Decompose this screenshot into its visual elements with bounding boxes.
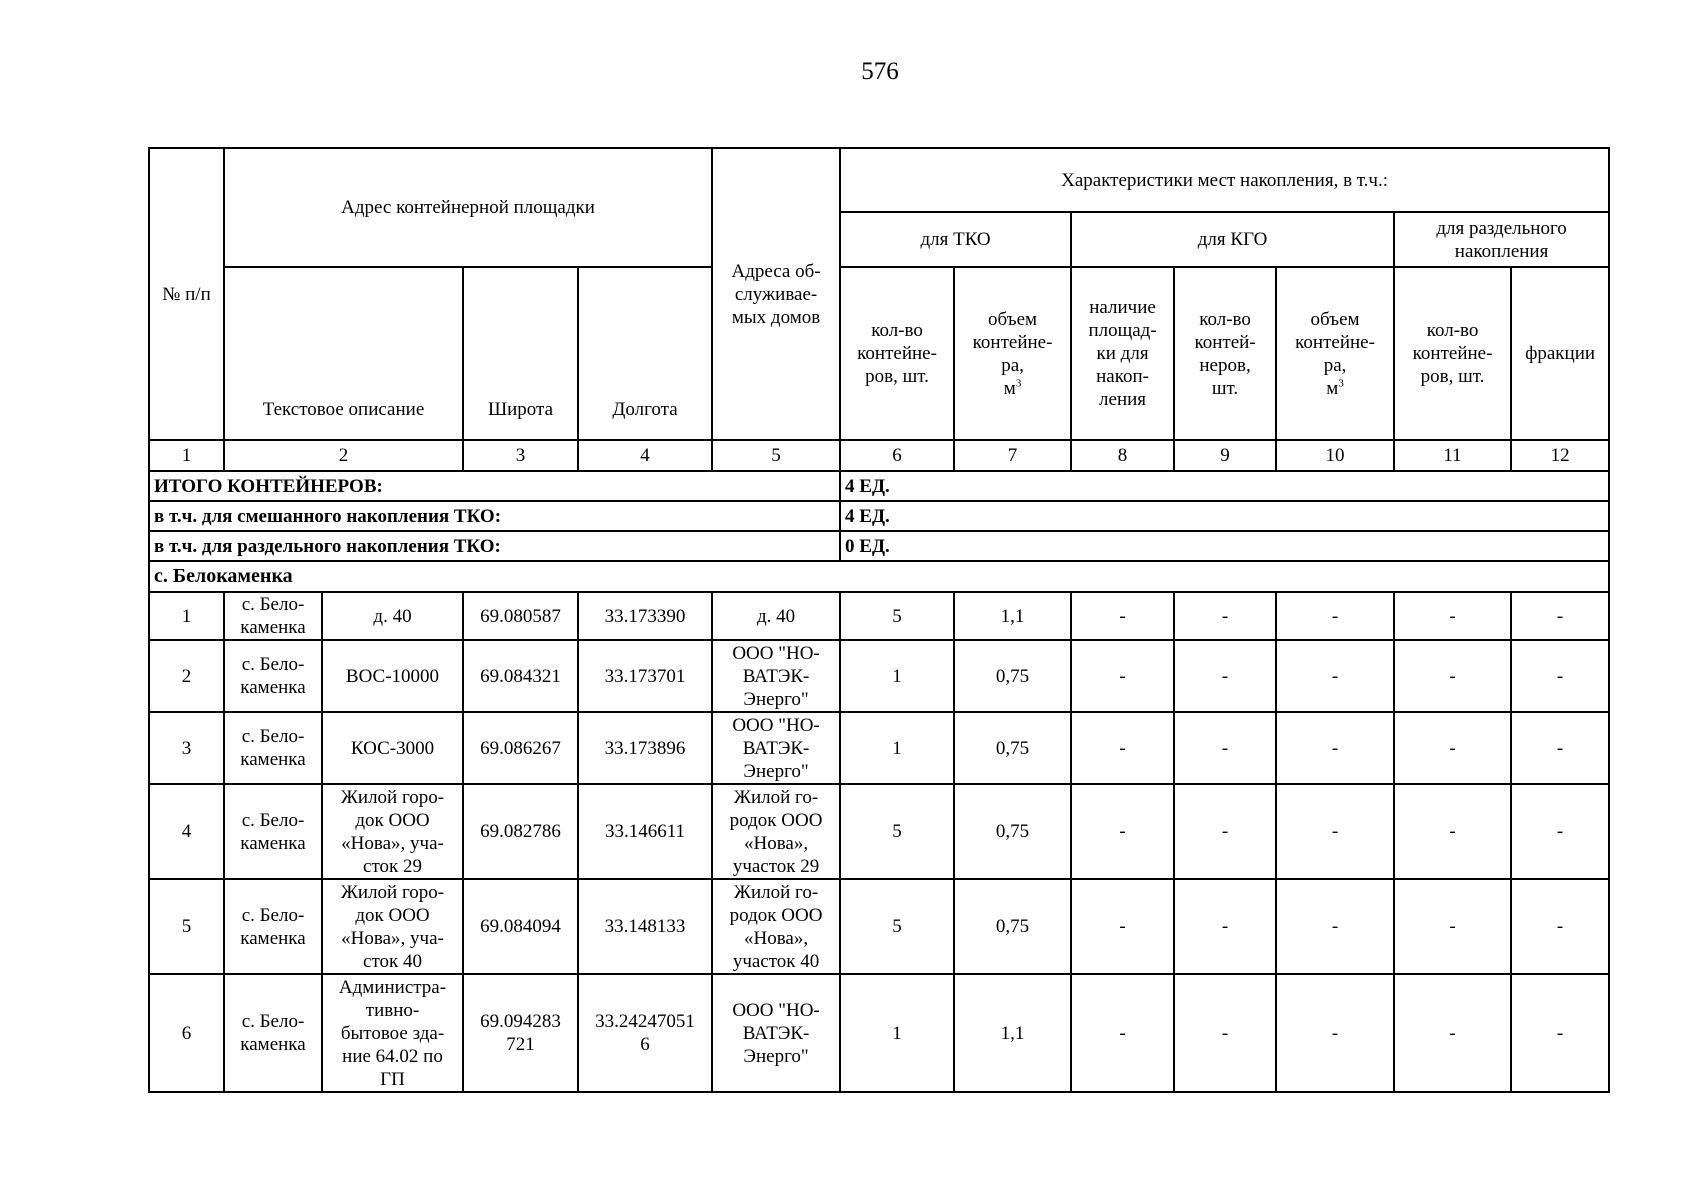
cell-c9: - xyxy=(1174,879,1276,974)
cell-num: 4 xyxy=(149,784,224,879)
cell-settlement: с. Бело- каменка xyxy=(224,640,322,712)
header-houses: Адреса об- служивае- мых домов xyxy=(712,148,840,440)
header-tko-volume-cell xyxy=(954,267,1071,440)
cell-lat: 69.080587 xyxy=(463,592,578,640)
summary-row xyxy=(149,501,1609,531)
cell-desc: Жилой горо- док ООО «Нова», уча- сток 29 xyxy=(322,784,463,879)
summary-label: ИТОГО КОНТЕЙНЕРОВ: xyxy=(149,471,840,501)
cell-c11: - xyxy=(1394,712,1511,784)
header-num: № п/п xyxy=(149,148,224,440)
header-characteristics: Характеристики мест накопления, в т.ч.: xyxy=(840,148,1609,212)
cell-c8: - xyxy=(1071,974,1174,1092)
cell-settlement: с. Бело- каменка xyxy=(224,592,322,640)
cell-c8: - xyxy=(1071,712,1174,784)
cell-count: 5 xyxy=(840,784,954,879)
column-number: 6 xyxy=(840,440,954,471)
cell-c12: - xyxy=(1511,784,1609,879)
cell-c10: - xyxy=(1276,974,1394,1092)
cell-num: 5 xyxy=(149,879,224,974)
cell-desc: КОС-3000 xyxy=(322,712,463,784)
section-row xyxy=(149,561,1609,592)
cell-num: 2 xyxy=(149,640,224,712)
cell-lat: 69.082786 xyxy=(463,784,578,879)
cell-volume: 0,75 xyxy=(954,784,1071,879)
cell-count: 1 xyxy=(840,974,954,1092)
column-number: 3 xyxy=(463,440,578,471)
header-tko-count: кол-во контейне- ров, шт. xyxy=(840,267,954,440)
column-number: 1 xyxy=(149,440,224,471)
cell-c12: - xyxy=(1511,879,1609,974)
cell-settlement: с. Бело- каменка xyxy=(224,879,322,974)
cell-lat: 69.086267 xyxy=(463,712,578,784)
header-lon: Долгота xyxy=(578,267,712,440)
cell-settlement: с. Бело- каменка xyxy=(224,712,322,784)
cell-c12: - xyxy=(1511,712,1609,784)
cell-c11: - xyxy=(1394,592,1511,640)
cell-desc: ВОС-10000 xyxy=(322,640,463,712)
cell-c8: - xyxy=(1071,879,1174,974)
table-row xyxy=(149,879,1609,974)
cell-c9: - xyxy=(1174,640,1276,712)
cell-c12: - xyxy=(1511,974,1609,1092)
summary-value: 4 ЕД. xyxy=(840,501,1609,531)
cell-houses: д. 40 xyxy=(712,592,840,640)
cell-volume: 1,1 xyxy=(954,592,1071,640)
column-number: 10 xyxy=(1276,440,1394,471)
cell-lon: 33.173390 xyxy=(578,592,712,640)
header-kgo-count: кол-во контей- неров, шт. xyxy=(1174,267,1276,440)
cell-lon: 33.173896 xyxy=(578,712,712,784)
column-number: 9 xyxy=(1174,440,1276,471)
cell-houses: ООО "НО- ВАТЭК- Энерго" xyxy=(712,974,840,1092)
cube-superscript: 3 xyxy=(1015,377,1022,390)
header-lat: Широта xyxy=(463,267,578,440)
cell-c12: - xyxy=(1511,592,1609,640)
column-number: 11 xyxy=(1394,440,1511,471)
header-kgo-volume: объем контейне- ра, м xyxy=(1295,308,1375,399)
header-kgo: для КГО xyxy=(1071,212,1394,267)
cell-lon: 33.24247051 6 xyxy=(578,974,712,1092)
cell-houses: Жилой го- родок ООО «Нова», участок 40 xyxy=(712,879,840,974)
cell-houses: ООО "НО- ВАТЭК- Энерго" xyxy=(712,712,840,784)
cell-count: 5 xyxy=(840,879,954,974)
summary-row xyxy=(149,531,1609,561)
summary-label: в т.ч. для смешанного накопления ТКО: xyxy=(149,501,840,531)
cell-c9: - xyxy=(1174,974,1276,1092)
cell-desc: Жилой горо- док ООО «Нова», уча- сток 40 xyxy=(322,879,463,974)
summary-label: в т.ч. для раздельного накопления ТКО: xyxy=(149,531,840,561)
cell-desc: д. 40 xyxy=(322,592,463,640)
table-row xyxy=(149,712,1609,784)
column-numbers-row xyxy=(149,440,1609,471)
cell-volume: 1,1 xyxy=(954,974,1071,1092)
cell-c11: - xyxy=(1394,784,1511,879)
cell-lat: 69.094283 721 xyxy=(463,974,578,1092)
cell-count: 1 xyxy=(840,712,954,784)
cell-c9: - xyxy=(1174,712,1276,784)
cell-c10: - xyxy=(1276,712,1394,784)
cell-volume: 0,75 xyxy=(954,640,1071,712)
cell-count: 1 xyxy=(840,640,954,712)
cell-c8: - xyxy=(1071,592,1174,640)
cell-settlement: с. Бело- каменка xyxy=(224,974,322,1092)
cell-c9: - xyxy=(1174,784,1276,879)
header-sep-fractions: фракции xyxy=(1511,267,1609,440)
header-sep-count: кол-во контейне- ров, шт. xyxy=(1394,267,1511,440)
section-title: с. Белокаменка xyxy=(149,561,1609,592)
header-tko-volume: объем контейне- ра, м xyxy=(972,308,1053,399)
table-row xyxy=(149,592,1609,640)
cell-count: 5 xyxy=(840,592,954,640)
cell-c9: - xyxy=(1174,592,1276,640)
column-number: 2 xyxy=(224,440,463,471)
column-number: 5 xyxy=(712,440,840,471)
cell-num: 1 xyxy=(149,592,224,640)
column-number: 4 xyxy=(578,440,712,471)
cell-houses: Жилой го- родок ООО «Нова», участок 29 xyxy=(712,784,840,879)
cell-lon: 33.173701 xyxy=(578,640,712,712)
header-address: Адрес контейнерной площадки xyxy=(224,148,712,267)
cell-c12: - xyxy=(1511,640,1609,712)
cell-lat: 69.084321 xyxy=(463,640,578,712)
table-row xyxy=(149,784,1609,879)
cell-houses: ООО "НО- ВАТЭК- Энерго" xyxy=(712,640,840,712)
cell-num: 3 xyxy=(149,712,224,784)
table-row xyxy=(149,640,1609,712)
cell-c10: - xyxy=(1276,879,1394,974)
cell-c10: - xyxy=(1276,640,1394,712)
cell-volume: 0,75 xyxy=(954,712,1071,784)
summary-value: 0 ЕД. xyxy=(840,531,1609,561)
summary-value: 4 ЕД. xyxy=(840,471,1609,501)
table-header xyxy=(149,148,1609,440)
container-sites-table xyxy=(148,147,1610,1093)
header-kgo-site: наличие площад- ки для накоп- ления xyxy=(1071,267,1174,440)
cell-lon: 33.146611 xyxy=(578,784,712,879)
cell-c10: - xyxy=(1276,592,1394,640)
header-text-desc: Текстовое описание xyxy=(224,267,463,440)
column-number: 8 xyxy=(1071,440,1174,471)
cell-c11: - xyxy=(1394,879,1511,974)
header-tko: для ТКО xyxy=(840,212,1071,267)
column-number: 7 xyxy=(954,440,1071,471)
cell-lon: 33.148133 xyxy=(578,879,712,974)
cell-c8: - xyxy=(1071,640,1174,712)
cell-c10: - xyxy=(1276,784,1394,879)
cell-c11: - xyxy=(1394,640,1511,712)
cube-superscript: 3 xyxy=(1338,377,1344,390)
cell-settlement: с. Бело- каменка xyxy=(224,784,322,879)
header-kgo-volume-cell xyxy=(1276,267,1394,440)
page-number: 576 xyxy=(861,58,899,85)
header-separate: для раздельного накопления xyxy=(1394,212,1609,267)
cell-lat: 69.084094 xyxy=(463,879,578,974)
cell-num: 6 xyxy=(149,974,224,1092)
summary-row xyxy=(149,471,1609,501)
cell-c8: - xyxy=(1071,784,1174,879)
cell-desc: Администра- тивно- бытовое зда- ние 64.02 по ГП xyxy=(322,974,463,1092)
cell-volume: 0,75 xyxy=(954,879,1071,974)
table-row xyxy=(149,974,1609,1092)
cell-c11: - xyxy=(1394,974,1511,1092)
column-number: 12 xyxy=(1511,440,1609,471)
